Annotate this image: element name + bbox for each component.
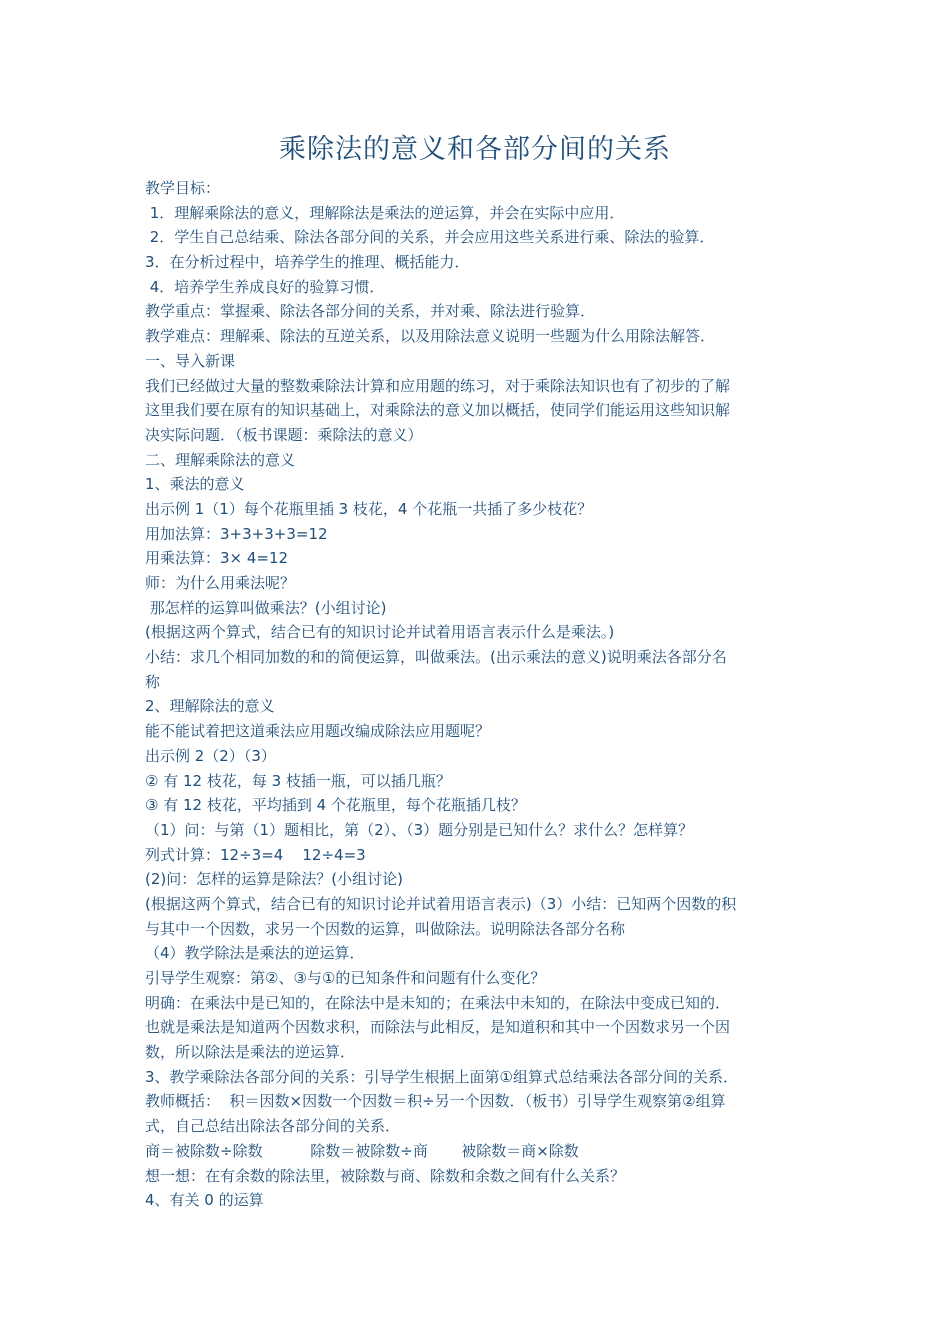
text-line: （4）教学除法是乘法的逆运算． [145,944,365,963]
text-line: 与其中一个因数，求另一个因数的运算，叫做除法。说明除法各部分名称 [145,919,626,938]
text-line: 式，自己总结出除法各部分间的关系． [145,1117,401,1136]
text-line: 4、有关 0 的运算 [145,1191,264,1210]
text-line: 教学目标： [145,179,221,197]
text-line: ③ 有 12 枝花，平均插到 4 个花瓶里，每个花瓶插几枝？ [145,796,526,815]
text-line: 明确：在乘法中是已知的，在除法中是未知的；在乘法中未知的，在除法中变成已知的． [145,993,731,1012]
text-line: 商＝被除数÷除数 除数＝被除数÷商 被除数＝商×除数 [145,1141,579,1160]
page-title: 乘除法的意义和各部分间的关系 [279,134,671,165]
text-line: 出示例 2（2）（3） [145,746,276,765]
text-line: 教学难点：理解乘、除法的互逆关系，以及用除法意义说明一些题为什么用除法解答． [145,327,716,346]
text-line: 引导学生观察：第②、③与①的已知条件和问题有什么变化？ [145,969,546,987]
text-line: 用乘法算：3× 4=12 [145,549,289,568]
text-line: 1．理解乘除法的意义，理解除法是乘法的逆运算，并会在实际中应用． [145,203,625,222]
document-body [145,176,817,1213]
text-line: 用加法算：3+3+3+3=12 [145,524,328,543]
text-line: 3．在分析过程中，培养学生的推理、概括能力． [145,253,470,272]
text-line: 2．学生自己总结乘、除法各部分间的关系，并会应用这些关系进行乘、除法的验算． [145,228,715,247]
text-line: 我们已经做过大量的整数乘除法计算和应用题的练习，对于乘除法知识也有了初步的了解 [145,376,731,395]
text-line: 3、教学乘除法各部分间的关系：引导学生根据上面第①组算式总结乘法各部分间的关系． [145,1067,738,1086]
text-line: 出示例 1（1）每个花瓶里插 3 枝花，4 个花瓶一共插了多少枝花？ [145,499,593,518]
text-line: 小结：求几个相同加数的和的简便运算，叫做乘法。(出示乘法的意义)说明乘法各部分名 [145,648,727,667]
text-line: 1、乘法的意义 [145,475,245,494]
text-line: (根据这两个算式，结合已有的知识讨论并试着用语言表示什么是乘法。) [145,623,615,642]
text-line: 也就是乘法是知道两个因数求积，而除法与此相反，是知道积和其中一个因数求另一个因 [145,1018,731,1037]
text-line: (2)问：怎样的运算是除法？(小组讨论) [145,870,403,889]
text-line: 称 [145,672,161,691]
text-line: 二、理解乘除法的意义 [145,450,296,469]
text-line: (根据这两个算式，结合已有的知识讨论并试着用语言表示)（3）小结：已知两个因数的积 [145,894,737,913]
text-line: 这里我们要在原有的知识基础上，对乘除法的意义加以概括，使同学们能运用这些知识解 [145,401,731,420]
text-line: （1）问：与第（1）题相比，第（2）、（3）题分别是已知什么？求什么？怎样算？ [145,820,694,839]
text-line: 决实际问题．（板书课题：乘除法的意义） [145,425,423,444]
text-line: 一、导入新课 [145,351,236,370]
text-line: 想一想：在有余数的除法里，被除数与商、除数和余数之间有什么关系？ [145,1166,626,1185]
text-line: 4．培养学生养成良好的验算习惯． [145,277,385,296]
text-line: 那怎样的运算叫做乘法？(小组讨论) [145,598,387,617]
text-line: 能不能试着把这道乘法应用题改编成除法应用题呢？ [145,722,491,741]
text-line: 教师概括： 积＝因数×因数一个因数＝积÷另一个因数．（板书）引导学生观察第②组算 [145,1092,726,1111]
text-line: 2、理解除法的意义 [145,697,275,716]
text-line: 数，所以除法是乘法的逆运算． [145,1043,356,1062]
text-line: ② 有 12 枝花，每 3 枝插一瓶，可以插几瓶？ [145,771,451,790]
text-line: 教学重点：掌握乘、除法各部分间的关系，并对乘、除法进行验算． [145,302,596,321]
text-line: 列式计算：12÷3=4 12÷4=3 [145,845,366,864]
text-line: 师：为什么用乘法呢？ [145,574,296,592]
